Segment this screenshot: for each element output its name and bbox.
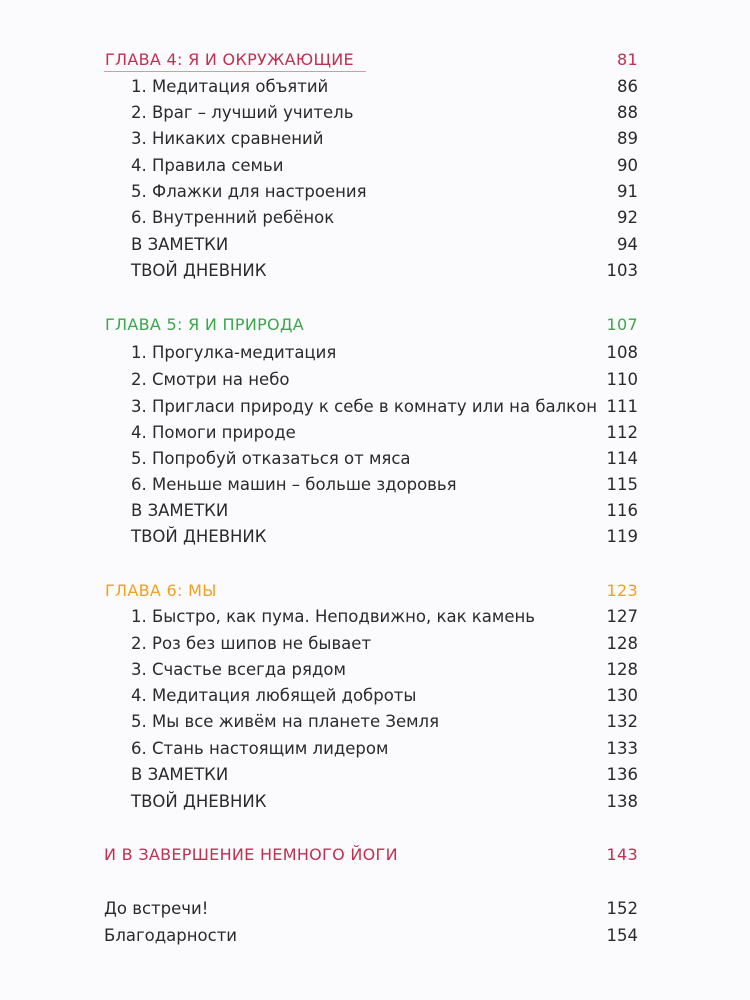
toc-entry[interactable] (131, 789, 638, 815)
entry-label: 2. Роз без шипов не бывает (131, 634, 372, 653)
toc-entry[interactable] (131, 524, 638, 550)
entry-label: 1. Медитация объятий (131, 77, 329, 96)
entry-label: ТВОЙ ДНЕВНИК (131, 792, 267, 811)
entry-page: 88 (617, 103, 638, 122)
entry-label: В ЗАМЕТКИ (131, 765, 229, 784)
chapter-title: ГЛАВА 6: МЫ (105, 581, 217, 600)
heading-underline (104, 71, 366, 72)
entry-page: 119 (606, 527, 638, 546)
entry-page: 103 (606, 261, 638, 280)
entry-page: 94 (617, 235, 638, 254)
toc-entry[interactable] (131, 631, 638, 657)
entry-page: 114 (606, 449, 638, 468)
finale-heading[interactable] (104, 842, 638, 868)
chapter-4-heading[interactable] (105, 47, 638, 73)
toc-entry[interactable] (131, 472, 638, 498)
toc-entry[interactable] (131, 446, 638, 472)
back-matter-entry[interactable] (104, 896, 638, 922)
entry-label: 6. Стань настоящим лидером (131, 739, 389, 758)
entry-page: 92 (617, 208, 638, 227)
chapter-6-heading[interactable] (105, 578, 638, 604)
toc-entry[interactable] (131, 657, 638, 683)
toc-entry[interactable] (131, 100, 638, 126)
toc-entry[interactable] (131, 604, 638, 630)
entry-page: 112 (606, 423, 638, 442)
toc-entry[interactable] (131, 762, 638, 788)
toc-entry[interactable] (131, 126, 638, 152)
finale-page: 143 (606, 845, 638, 864)
chapter-page: 107 (606, 315, 638, 334)
chapter-page: 81 (617, 50, 638, 69)
entry-page: 116 (606, 501, 638, 520)
entry-label: 1. Быстро, как пума. Неподвижно, как камень (131, 607, 535, 626)
entry-page: 86 (617, 77, 638, 96)
toc-entry[interactable] (131, 736, 638, 762)
entry-page: 127 (606, 607, 638, 626)
entry-label: 6. Внутренний ребёнок (131, 208, 335, 227)
toc-entry[interactable] (131, 340, 638, 366)
entry-label: 5. Мы все живём на планете Земля (131, 712, 440, 731)
toc-entry[interactable] (131, 367, 638, 393)
chapter-title: ГЛАВА 5: Я И ПРИРОДА (105, 315, 304, 334)
entry-page: 136 (606, 765, 638, 784)
entry-label: 3. Счастье всегда рядом (131, 660, 346, 679)
entry-page: 111 (606, 397, 638, 416)
entry-page: 130 (606, 686, 638, 705)
toc-entry[interactable] (131, 232, 638, 258)
entry-label: ТВОЙ ДНЕВНИК (131, 527, 267, 546)
entry-label: 2. Смотри на небо (131, 370, 290, 389)
entry-label: 3. Никаких сравнений (131, 129, 324, 148)
entry-page: 138 (606, 792, 638, 811)
toc-entry[interactable] (131, 498, 638, 524)
toc-entry[interactable] (131, 683, 638, 709)
chapter-title: ГЛАВА 4: Я И ОКРУЖАЮЩИЕ (105, 50, 354, 69)
entry-page: 128 (606, 660, 638, 679)
chapter-page: 123 (606, 581, 638, 600)
entry-page: 133 (606, 739, 638, 758)
entry-label: В ЗАМЕТКИ (131, 501, 229, 520)
entry-label: 5. Попробуй отказаться от мяса (131, 449, 411, 468)
entry-label: 5. Флажки для настроения (131, 182, 367, 201)
entry-label: До встречи! (104, 899, 209, 918)
entry-label: 3. Пригласи природу к себе в комнату или на балкон (131, 397, 597, 416)
toc-entry[interactable] (131, 258, 638, 284)
chapter-5-heading[interactable] (105, 312, 638, 338)
entry-page: 152 (606, 899, 638, 918)
entry-label: В ЗАМЕТКИ (131, 235, 229, 254)
toc-entry[interactable] (131, 709, 638, 735)
entry-label: ТВОЙ ДНЕВНИК (131, 261, 267, 280)
entry-page: 110 (606, 370, 638, 389)
entry-page: 115 (606, 475, 638, 494)
toc-entry[interactable] (131, 420, 638, 446)
entry-page: 108 (606, 343, 638, 362)
entry-page: 90 (617, 156, 638, 175)
toc-entry[interactable] (131, 74, 638, 100)
entry-page: 89 (617, 129, 638, 148)
back-matter-entry[interactable] (104, 923, 638, 949)
entry-label: 6. Меньше машин – больше здоровья (131, 475, 457, 494)
entry-label: 1. Прогулка-медитация (131, 343, 337, 362)
entry-page: 128 (606, 634, 638, 653)
finale-title: И В ЗАВЕРШЕНИЕ НЕМНОГО ЙОГИ (104, 845, 398, 864)
toc-entry[interactable] (131, 205, 638, 231)
entry-label: 4. Помоги природе (131, 423, 296, 442)
entry-label: 4. Медитация любящей доброты (131, 686, 417, 705)
entry-label: Благодарности (104, 926, 238, 945)
entry-label: 2. Враг – лучший учитель (131, 103, 354, 122)
entry-page: 154 (606, 926, 638, 945)
toc-entry[interactable] (131, 394, 638, 420)
entry-label: 4. Правила семьи (131, 156, 284, 175)
entry-page: 91 (617, 182, 638, 201)
toc-entry[interactable] (131, 179, 638, 205)
toc-entry[interactable] (131, 153, 638, 179)
entry-page: 132 (606, 712, 638, 731)
